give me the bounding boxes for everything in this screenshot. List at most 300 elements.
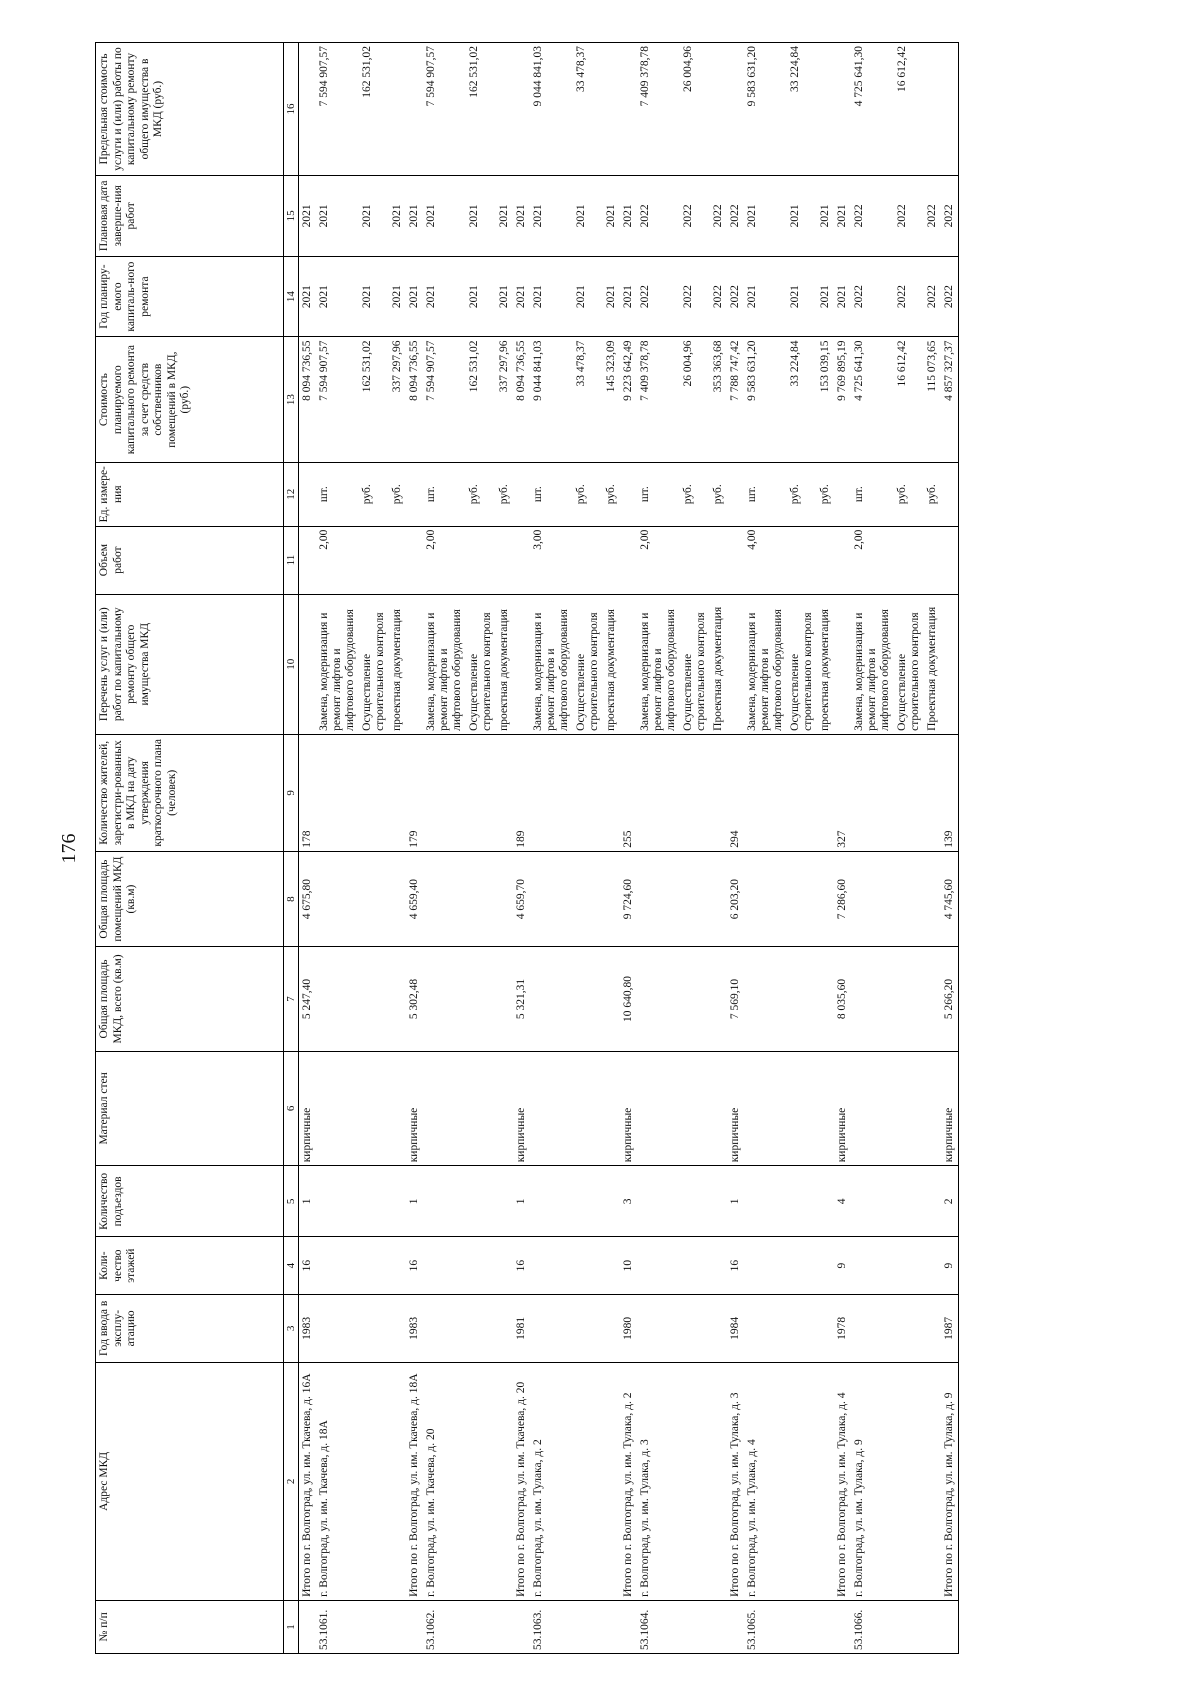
table-row bbox=[359, 43, 389, 1654]
table-cell: Замена, модернизация и ремонт лифтов и лифтового оборудования bbox=[316, 594, 359, 734]
table-cell bbox=[817, 43, 834, 176]
table-cell: 2021 bbox=[817, 256, 834, 337]
table-cell: Итого по г. Волгоград, ул. им. Ткачева, д. 16А bbox=[299, 1362, 317, 1600]
table-cell: 162 531,02 bbox=[359, 43, 389, 176]
table-row bbox=[637, 43, 680, 1654]
table-cell bbox=[894, 1362, 924, 1600]
table-cell: 2022 bbox=[727, 175, 744, 256]
table-cell: 53.1063. bbox=[530, 1600, 573, 1653]
table-cell: Итого по г. Волгоград, ул. им. Ткачева, д. 20 bbox=[513, 1362, 530, 1600]
table-cell: 2022 bbox=[941, 175, 959, 256]
table-cell bbox=[894, 734, 924, 851]
table-cell: 2021 bbox=[389, 175, 406, 256]
column-header: Год планиру-емого капиталь-ного ремонта bbox=[96, 256, 284, 337]
table-cell bbox=[573, 1362, 603, 1600]
table-cell bbox=[787, 1294, 817, 1362]
table-cell bbox=[423, 1166, 466, 1237]
table-cell bbox=[744, 734, 787, 851]
table-cell bbox=[496, 1166, 513, 1237]
table-row bbox=[620, 43, 637, 1654]
table-cell bbox=[710, 1051, 727, 1166]
column-header: Коли-чество этажей bbox=[96, 1237, 284, 1294]
table-cell: 53.1066. bbox=[851, 1600, 894, 1653]
table-cell: 4 659,40 bbox=[406, 851, 423, 947]
table-cell: руб. bbox=[359, 462, 389, 526]
table-cell bbox=[851, 1237, 894, 1294]
table-cell: 7 569,10 bbox=[727, 947, 744, 1051]
table-cell: 327 bbox=[834, 734, 851, 851]
table-cell bbox=[851, 1051, 894, 1166]
table-cell bbox=[603, 851, 620, 947]
table-row bbox=[423, 43, 466, 1654]
table-cell bbox=[744, 1294, 787, 1362]
table-cell: 2021 bbox=[406, 256, 423, 337]
table-cell bbox=[496, 526, 513, 594]
column-header: Плановая дата заверше-ния работ bbox=[96, 175, 284, 256]
table-cell: 5 321,31 bbox=[513, 947, 530, 1051]
table-row bbox=[603, 43, 620, 1654]
table-cell: Проектная документация bbox=[710, 594, 727, 734]
table-cell bbox=[573, 851, 603, 947]
table-cell bbox=[894, 1051, 924, 1166]
table-cell bbox=[603, 1166, 620, 1237]
table-cell: 6 203,20 bbox=[727, 851, 744, 947]
table-cell bbox=[530, 734, 573, 851]
table-cell: кирпичные bbox=[513, 1051, 530, 1166]
table-cell bbox=[530, 1166, 573, 1237]
table-cell bbox=[710, 1166, 727, 1237]
table-cell bbox=[787, 1600, 817, 1653]
table-cell bbox=[817, 1600, 834, 1653]
column-header: № п/п bbox=[96, 1600, 284, 1653]
table-cell: Замена, модернизация и ремонт лифтов и лифтового оборудования bbox=[423, 594, 466, 734]
table-cell bbox=[817, 1051, 834, 1166]
table-cell bbox=[727, 526, 744, 594]
table-cell bbox=[744, 1051, 787, 1166]
table-cell bbox=[496, 734, 513, 851]
table-row bbox=[573, 43, 603, 1654]
table-cell: 9 bbox=[834, 1237, 851, 1294]
table-cell: 7 594 907,57 bbox=[423, 43, 466, 176]
table-cell bbox=[513, 43, 530, 176]
table-cell bbox=[851, 851, 894, 947]
table-row bbox=[834, 43, 851, 1654]
table-cell: руб. bbox=[894, 462, 924, 526]
table-cell: Итого по г. Волгоград, ул. им. Ткачева, д. 18А bbox=[406, 1362, 423, 1600]
table-cell bbox=[496, 1237, 513, 1294]
table-cell bbox=[406, 1600, 423, 1653]
table-cell: 2021 bbox=[466, 256, 496, 337]
table-cell: 294 bbox=[727, 734, 744, 851]
table-cell: кирпичные bbox=[406, 1051, 423, 1166]
table-cell bbox=[894, 1166, 924, 1237]
table-cell bbox=[637, 1294, 680, 1362]
table-cell bbox=[620, 1600, 637, 1653]
table-cell: Итого по г. Волгоград, ул. им. Тулака, д. 3 bbox=[727, 1362, 744, 1600]
table-cell bbox=[423, 947, 466, 1051]
table-cell: 2022 bbox=[941, 256, 959, 337]
table-cell: 4 745,60 bbox=[941, 851, 959, 947]
table-cell: 9 724,60 bbox=[620, 851, 637, 947]
table-cell bbox=[573, 1294, 603, 1362]
table-cell: 2022 bbox=[710, 256, 727, 337]
table-cell bbox=[894, 526, 924, 594]
table-cell: шт. bbox=[851, 462, 894, 526]
table-cell bbox=[620, 526, 637, 594]
table-cell bbox=[620, 462, 637, 526]
table-row bbox=[941, 43, 959, 1654]
column-number: 5 bbox=[284, 1166, 299, 1237]
table-cell bbox=[530, 1237, 573, 1294]
table-cell bbox=[316, 1051, 359, 1166]
table-cell bbox=[573, 1600, 603, 1653]
page-number: 176 bbox=[58, 833, 80, 864]
table-cell: руб. bbox=[924, 462, 941, 526]
table-cell bbox=[603, 1237, 620, 1294]
table-cell: г. Волгоград, ул. им. Тулака, д. 3 bbox=[637, 1362, 680, 1600]
table-cell: 139 bbox=[941, 734, 959, 851]
table-cell bbox=[573, 734, 603, 851]
column-number: 6 bbox=[284, 1051, 299, 1166]
table-row bbox=[727, 43, 744, 1654]
table-cell bbox=[787, 1166, 817, 1237]
table-cell: 4,00 bbox=[744, 526, 787, 594]
table-cell: 33 224,84 bbox=[787, 337, 817, 462]
table-cell bbox=[834, 1600, 851, 1653]
table-cell bbox=[603, 526, 620, 594]
table-cell bbox=[603, 1362, 620, 1600]
table-cell bbox=[603, 1051, 620, 1166]
table-cell: руб. bbox=[710, 462, 727, 526]
table-cell: 1983 bbox=[299, 1294, 317, 1362]
table-cell bbox=[496, 43, 513, 176]
column-header: Общая площадь МКД, всего (кв.м) bbox=[96, 947, 284, 1051]
table-cell: 2022 bbox=[924, 175, 941, 256]
table-cell: 5 247,40 bbox=[299, 947, 317, 1051]
table-cell: 5 302,48 bbox=[406, 947, 423, 1051]
table-cell: 8 035,60 bbox=[834, 947, 851, 1051]
table-cell: проектная документация bbox=[389, 594, 406, 734]
table-cell bbox=[423, 1294, 466, 1362]
table-cell: 189 bbox=[513, 734, 530, 851]
table-cell bbox=[894, 1237, 924, 1294]
table-cell bbox=[941, 43, 959, 176]
table-cell bbox=[423, 734, 466, 851]
table-cell: 2022 bbox=[710, 175, 727, 256]
table-cell: 8 094 736,55 bbox=[299, 337, 317, 462]
table-cell bbox=[603, 43, 620, 176]
table-cell bbox=[423, 1051, 466, 1166]
table-cell bbox=[389, 1166, 406, 1237]
table-cell bbox=[817, 734, 834, 851]
table-cell bbox=[466, 1294, 496, 1362]
table-cell bbox=[710, 1237, 727, 1294]
table-cell bbox=[924, 1294, 941, 1362]
table-cell bbox=[680, 851, 710, 947]
table-cell bbox=[787, 526, 817, 594]
table-cell: 2021 bbox=[423, 256, 466, 337]
column-header: Ед. измере-ния bbox=[96, 462, 284, 526]
table-cell: шт. bbox=[530, 462, 573, 526]
table-cell bbox=[316, 1237, 359, 1294]
table-cell: 2021 bbox=[496, 256, 513, 337]
table-cell: проектная документация bbox=[496, 594, 513, 734]
column-number: 4 bbox=[284, 1237, 299, 1294]
table-cell: шт. bbox=[423, 462, 466, 526]
capital-repair-table bbox=[95, 42, 959, 1654]
table-cell bbox=[817, 1237, 834, 1294]
column-header: Объем работ bbox=[96, 526, 284, 594]
table-cell bbox=[851, 734, 894, 851]
table-cell bbox=[894, 851, 924, 947]
table-row bbox=[787, 43, 817, 1654]
table-cell: г. Волгоград, ул. им. Тулака, д. 9 bbox=[851, 1362, 894, 1600]
table-cell bbox=[299, 1600, 317, 1653]
table-cell bbox=[423, 851, 466, 947]
table-row bbox=[530, 43, 573, 1654]
table-cell bbox=[466, 1237, 496, 1294]
column-number: 7 bbox=[284, 947, 299, 1051]
table-cell bbox=[603, 734, 620, 851]
table-cell bbox=[513, 526, 530, 594]
table-cell: 162 531,02 bbox=[466, 337, 496, 462]
table-cell bbox=[299, 43, 317, 176]
table-cell bbox=[496, 947, 513, 1051]
table-cell: 2021 bbox=[299, 175, 317, 256]
table-cell bbox=[894, 947, 924, 1051]
table-cell: 16 bbox=[513, 1237, 530, 1294]
table-cell bbox=[389, 1362, 406, 1600]
table-cell: г. Волгоград, ул. им. Тулака, д. 4 bbox=[744, 1362, 787, 1600]
table-cell: 8 094 736,55 bbox=[513, 337, 530, 462]
table-cell bbox=[924, 43, 941, 176]
table-cell: 2021 bbox=[573, 175, 603, 256]
column-number: 11 bbox=[284, 526, 299, 594]
table-cell bbox=[466, 734, 496, 851]
table-cell: г. Волгоград, ул. им. Тулака, д. 2 bbox=[530, 1362, 573, 1600]
table-cell: 153 039,15 bbox=[817, 337, 834, 462]
table-cell: 2021 bbox=[389, 256, 406, 337]
column-number: 9 bbox=[284, 734, 299, 851]
table-cell: Осуществление строительного контроля bbox=[787, 594, 817, 734]
table-cell: 9 223 642,49 bbox=[620, 337, 637, 462]
table-cell bbox=[851, 1166, 894, 1237]
column-header: Предельная стоимость услуги и (или) работы по капитальному ремонту общего имущества в МКД (руб.) bbox=[96, 43, 284, 176]
table-cell: 2021 bbox=[787, 175, 817, 256]
column-header: Количество жителей, зарегистри-рованных в МКД на дату утверждения краткосрочного плана (человек) bbox=[96, 734, 284, 851]
table-row bbox=[924, 43, 941, 1654]
table-cell: шт. bbox=[744, 462, 787, 526]
table-cell bbox=[680, 526, 710, 594]
table-cell: 3,00 bbox=[530, 526, 573, 594]
table-cell: 1981 bbox=[513, 1294, 530, 1362]
table-cell: 2021 bbox=[496, 175, 513, 256]
table-cell: 353 363,68 bbox=[710, 337, 727, 462]
table-cell: 2021 bbox=[603, 175, 620, 256]
table-cell: 16 612,42 bbox=[894, 43, 924, 176]
table-cell bbox=[680, 1600, 710, 1653]
table-cell: Осуществление строительного контроля bbox=[359, 594, 389, 734]
table-cell bbox=[787, 1051, 817, 1166]
table-cell bbox=[423, 1237, 466, 1294]
column-header: Материал стен bbox=[96, 1051, 284, 1166]
table-cell bbox=[680, 1294, 710, 1362]
table-cell bbox=[530, 1051, 573, 1166]
table-cell bbox=[299, 462, 317, 526]
table-cell bbox=[727, 462, 744, 526]
table-cell: 8 094 736,55 bbox=[406, 337, 423, 462]
table-cell: 2021 bbox=[316, 256, 359, 337]
table-cell: 9 583 631,20 bbox=[744, 337, 787, 462]
table-cell: 2021 bbox=[513, 256, 530, 337]
table-cell: руб. bbox=[466, 462, 496, 526]
table-cell bbox=[637, 1051, 680, 1166]
table-cell bbox=[727, 594, 744, 734]
table-cell: 2021 bbox=[359, 175, 389, 256]
table-cell bbox=[466, 1051, 496, 1166]
table-cell bbox=[637, 734, 680, 851]
column-header: Количество подъездов bbox=[96, 1166, 284, 1237]
column-number: 12 bbox=[284, 462, 299, 526]
table-header bbox=[96, 43, 299, 1654]
table-cell bbox=[359, 851, 389, 947]
table-cell: 2021 bbox=[423, 175, 466, 256]
table-cell bbox=[513, 594, 530, 734]
table-cell bbox=[710, 851, 727, 947]
table-cell: г. Волгоград, ул. им. Ткачева, д. 18А bbox=[316, 1362, 359, 1600]
table-cell bbox=[316, 734, 359, 851]
table-cell bbox=[496, 1362, 513, 1600]
table-row bbox=[496, 43, 513, 1654]
table-cell bbox=[924, 1362, 941, 1600]
table-cell bbox=[710, 734, 727, 851]
table-cell bbox=[466, 526, 496, 594]
table-cell: 53.1062. bbox=[423, 1600, 466, 1653]
table-cell: Итого по г. Волгоград, ул. им. Тулака, д. 9 bbox=[941, 1362, 959, 1600]
table-cell bbox=[530, 1294, 573, 1362]
table-cell: 2021 bbox=[834, 175, 851, 256]
table-cell bbox=[299, 526, 317, 594]
table-cell: 2022 bbox=[894, 256, 924, 337]
table-cell: г. Волгоград, ул. им. Ткачева, д. 20 bbox=[423, 1362, 466, 1600]
table-cell: 2021 bbox=[620, 256, 637, 337]
table-cell bbox=[573, 947, 603, 1051]
table-cell: 2021 bbox=[530, 175, 573, 256]
table-cell: руб. bbox=[680, 462, 710, 526]
table-cell bbox=[710, 1294, 727, 1362]
table-cell: 9 769 895,19 bbox=[834, 337, 851, 462]
table-cell: 7 594 907,57 bbox=[423, 337, 466, 462]
table-cell: 26 004,96 bbox=[680, 337, 710, 462]
table-cell bbox=[680, 1237, 710, 1294]
table-cell bbox=[513, 1600, 530, 1653]
table-cell bbox=[530, 947, 573, 1051]
table-cell: 2022 bbox=[680, 256, 710, 337]
table-cell bbox=[496, 1051, 513, 1166]
table-cell bbox=[466, 1362, 496, 1600]
table-cell: Замена, модернизация и ремонт лифтов и лифтового оборудования bbox=[851, 594, 894, 734]
table-cell bbox=[359, 1051, 389, 1166]
table-cell: кирпичные bbox=[299, 1051, 317, 1166]
table-cell bbox=[316, 1294, 359, 1362]
table-row bbox=[817, 43, 834, 1654]
table-cell bbox=[924, 1166, 941, 1237]
table-cell: 2,00 bbox=[851, 526, 894, 594]
table-cell: 2021 bbox=[299, 256, 317, 337]
table-cell bbox=[466, 947, 496, 1051]
table-cell bbox=[941, 594, 959, 734]
table-cell: 16 612,42 bbox=[894, 337, 924, 462]
table-cell bbox=[710, 947, 727, 1051]
table-cell bbox=[603, 947, 620, 1051]
table-cell: 26 004,96 bbox=[680, 43, 710, 176]
table-cell bbox=[680, 1362, 710, 1600]
table-cell: 2,00 bbox=[423, 526, 466, 594]
table-cell: Итого по г. Волгоград, ул. им. Тулака, д. 2 bbox=[620, 1362, 637, 1600]
table-cell bbox=[573, 526, 603, 594]
table-cell bbox=[744, 1237, 787, 1294]
table-cell: 4 725 641,30 bbox=[851, 337, 894, 462]
column-header: Год ввода в эксплу-атацию bbox=[96, 1294, 284, 1362]
table-cell: 2022 bbox=[924, 256, 941, 337]
table-cell bbox=[406, 594, 423, 734]
table-cell: 2021 bbox=[817, 175, 834, 256]
table-cell: Замена, модернизация и ремонт лифтов и лифтового оборудования bbox=[637, 594, 680, 734]
column-number: 3 bbox=[284, 1294, 299, 1362]
table-cell bbox=[894, 1600, 924, 1653]
table-cell: руб. bbox=[817, 462, 834, 526]
table-cell: 7 788 747,42 bbox=[727, 337, 744, 462]
table-cell: 2021 bbox=[530, 256, 573, 337]
table-cell: Проектная документация bbox=[924, 594, 941, 734]
table-cell: 1 bbox=[406, 1166, 423, 1237]
table-cell: 1984 bbox=[727, 1294, 744, 1362]
table-cell: 7 594 907,57 bbox=[316, 43, 359, 176]
table-cell: 9 044 841,03 bbox=[530, 337, 573, 462]
table-cell: 2021 bbox=[316, 175, 359, 256]
table-cell: руб. bbox=[787, 462, 817, 526]
table-cell: 2021 bbox=[513, 175, 530, 256]
table-cell: Осуществление строительного контроля bbox=[573, 594, 603, 734]
table-cell: 2022 bbox=[680, 175, 710, 256]
table-row bbox=[851, 43, 894, 1654]
table-cell: 2021 bbox=[620, 175, 637, 256]
table-cell: 2022 bbox=[637, 256, 680, 337]
table-cell bbox=[817, 1362, 834, 1600]
table-cell: 2021 bbox=[744, 175, 787, 256]
table-cell: 2022 bbox=[894, 175, 924, 256]
column-number: 8 bbox=[284, 851, 299, 947]
column-number: 1 bbox=[284, 1600, 299, 1653]
table-cell: 9 583 631,20 bbox=[744, 43, 787, 176]
table-cell: 53.1064. bbox=[637, 1600, 680, 1653]
table-cell: 337 297,96 bbox=[389, 337, 406, 462]
table-cell bbox=[680, 1166, 710, 1237]
table-cell bbox=[316, 1166, 359, 1237]
table-cell: 4 675,80 bbox=[299, 851, 317, 947]
table-cell: 33 478,37 bbox=[573, 337, 603, 462]
table-cell bbox=[466, 1166, 496, 1237]
table-cell bbox=[406, 462, 423, 526]
table-cell bbox=[389, 947, 406, 1051]
table-cell: 162 531,02 bbox=[466, 43, 496, 176]
table-cell bbox=[603, 1600, 620, 1653]
table-cell bbox=[603, 1294, 620, 1362]
table-cell bbox=[710, 43, 727, 176]
table-cell: кирпичные bbox=[620, 1051, 637, 1166]
table-cell bbox=[359, 947, 389, 1051]
table-cell: кирпичные bbox=[834, 1051, 851, 1166]
